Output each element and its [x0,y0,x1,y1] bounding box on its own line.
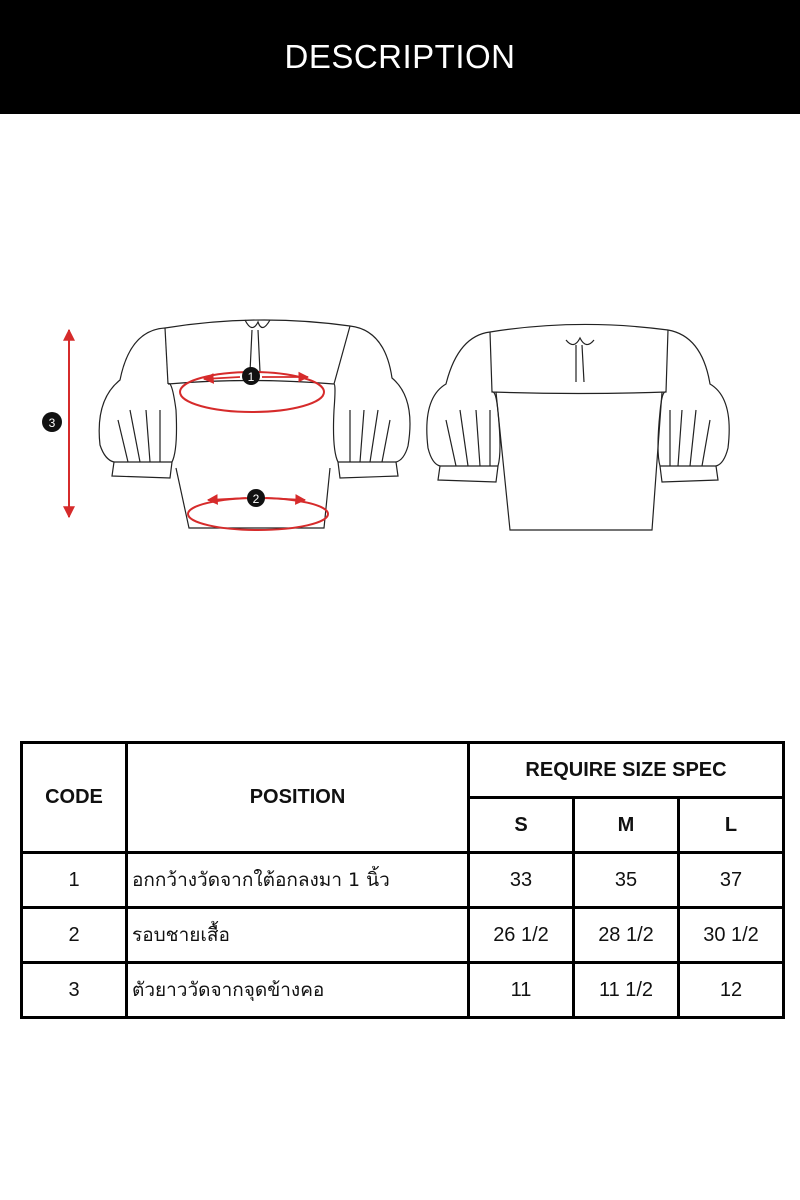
row-code: 1 [22,853,127,908]
row-size-s: 33 [469,853,574,908]
row-size-m: 35 [574,853,679,908]
header-size-m: M [574,798,679,853]
row-size-l: 30 1/2 [679,908,784,963]
row-size-s: 26 1/2 [469,908,574,963]
size-spec-table [20,741,785,1019]
svg-text:2: 2 [252,492,260,506]
header-code: CODE [22,743,127,853]
front-right-sleeve [334,326,411,478]
back-neckline [490,324,668,332]
page-header [0,0,800,114]
front-left-strap [165,328,168,384]
bust-measure [180,367,324,412]
front-tie [245,320,270,328]
svg-text:3: 3 [48,416,56,430]
row-size-m: 11 1/2 [574,963,679,1018]
header-size-l: L [679,798,784,853]
table-row [22,908,784,963]
front-right-strap [334,326,350,384]
row-size-l: 12 [679,963,784,1018]
table-row [22,963,784,1018]
svg-text:1: 1 [247,370,255,384]
row-position: ตัวยาววัดจากจุดข้างคอ [127,963,469,1018]
back-body [496,392,662,530]
row-position: รอบชายเสื้อ [127,908,469,963]
back-tie [566,338,594,345]
back-right-sleeve [658,330,729,482]
back-left-sleeve [427,332,500,482]
back-view-drawing [427,324,729,530]
header-require-size-spec: REQUIRE SIZE SPEC [469,743,784,798]
length-measure [42,330,69,517]
hem-measure [188,489,328,530]
table-row [22,853,784,908]
header-size-s: S [469,798,574,853]
page-title: DESCRIPTION [284,38,516,75]
front-left-sleeve [99,328,176,478]
row-code: 3 [22,963,127,1018]
row-size-l: 37 [679,853,784,908]
row-size-s: 11 [469,963,574,1018]
row-size-m: 28 1/2 [574,908,679,963]
row-position: อกกว้างวัดจากใต้อกลงมา 1 นิ้ว [127,853,469,908]
garment-illustration [0,300,800,550]
header-position: POSITION [127,743,469,853]
row-code: 2 [22,908,127,963]
